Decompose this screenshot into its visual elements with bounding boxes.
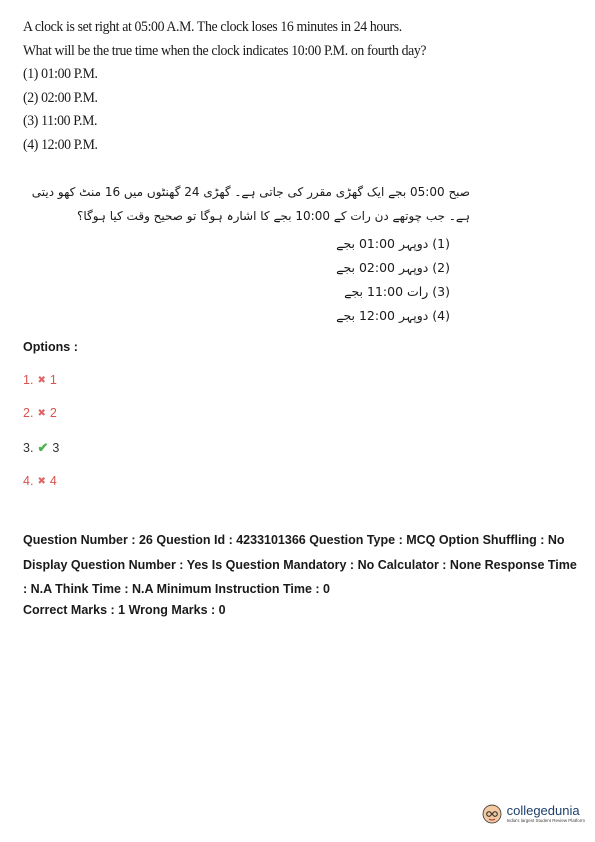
marks-info: Correct Marks : 1 Wrong Marks : 0	[23, 603, 226, 617]
answer-option-number: 2.	[23, 406, 34, 420]
answer-option-number: 1.	[23, 373, 34, 387]
mascot-icon	[481, 800, 503, 826]
cross-icon: ✖	[37, 374, 46, 386]
cross-icon: ✖	[37, 407, 46, 419]
question-option-en-2: (2) 02:00 P.M.	[23, 89, 98, 106]
question-option-en-4: (4) 12:00 P.M.	[23, 136, 98, 153]
logo-tagline: India's largest Student Review Platform	[506, 818, 585, 823]
question-english	[23, 16, 428, 157]
answer-option-1[interactable]	[23, 373, 57, 387]
answer-option-value: 4	[49, 474, 57, 488]
answer-option-3[interactable]	[23, 440, 59, 456]
cross-icon: ✖	[37, 475, 46, 487]
question-option-ur-2: (2) دوپہر 02:00 بجے	[336, 260, 450, 275]
answer-option-4[interactable]	[23, 474, 57, 488]
question-options-urdu	[300, 232, 450, 328]
question-option-en-1: (1) 01:00 P.M.	[23, 66, 98, 82]
metadata-text: Question Number : 26 Question Id : 4233101366 Question Type : MCQ Option Shuffling : No Display Question Number : Yes Is Question Mandatory : No Calculator : None Response Time : N.A Think Time : N.A Minimum Instruction Time : 0	[23, 533, 577, 596]
question-urdu	[20, 180, 470, 228]
check-icon: ✔	[37, 440, 49, 455]
question-option-ur-3: (3) رات 11:00 بجے	[344, 284, 450, 299]
answer-option-value: 3	[52, 441, 60, 455]
answer-option-number: 3.	[23, 441, 34, 455]
question-option-ur-1: (1) دوپہر 01:00 بجے	[336, 236, 450, 251]
question-text-ur: صبح 05:00 بجے ایک گھڑی مقرر کی جاتی ہے۔ گھڑی 24 گھنٹوں میں 16 منٹ کھو دیتی ہے۔ جب چوتھے دن رات کے 10:00 بجے کا اشارہ ہوگا تو صحیح وقت کیا ہوگا؟	[31, 185, 470, 223]
options-label: Options :	[23, 340, 78, 354]
logo-name: collegedunia	[506, 803, 580, 818]
answer-option-value: 1	[49, 373, 57, 387]
answer-option-2[interactable]	[23, 406, 57, 420]
answer-option-number: 4.	[23, 474, 34, 488]
question-metadata	[23, 528, 579, 602]
question-text-en: A clock is set right at 05:00 A.M. The clock loses 16 minutes in 24 hours. What will be the true time when the clock indicates 10:00 P.M. on fourth day?	[23, 19, 427, 59]
question-option-ur-4: (4) دوپہر 12:00 بجے	[336, 308, 450, 323]
collegedunia-logo	[481, 800, 585, 826]
answer-option-value: 2	[49, 406, 57, 420]
question-option-en-3: (3) 11:00 P.M.	[23, 113, 98, 129]
